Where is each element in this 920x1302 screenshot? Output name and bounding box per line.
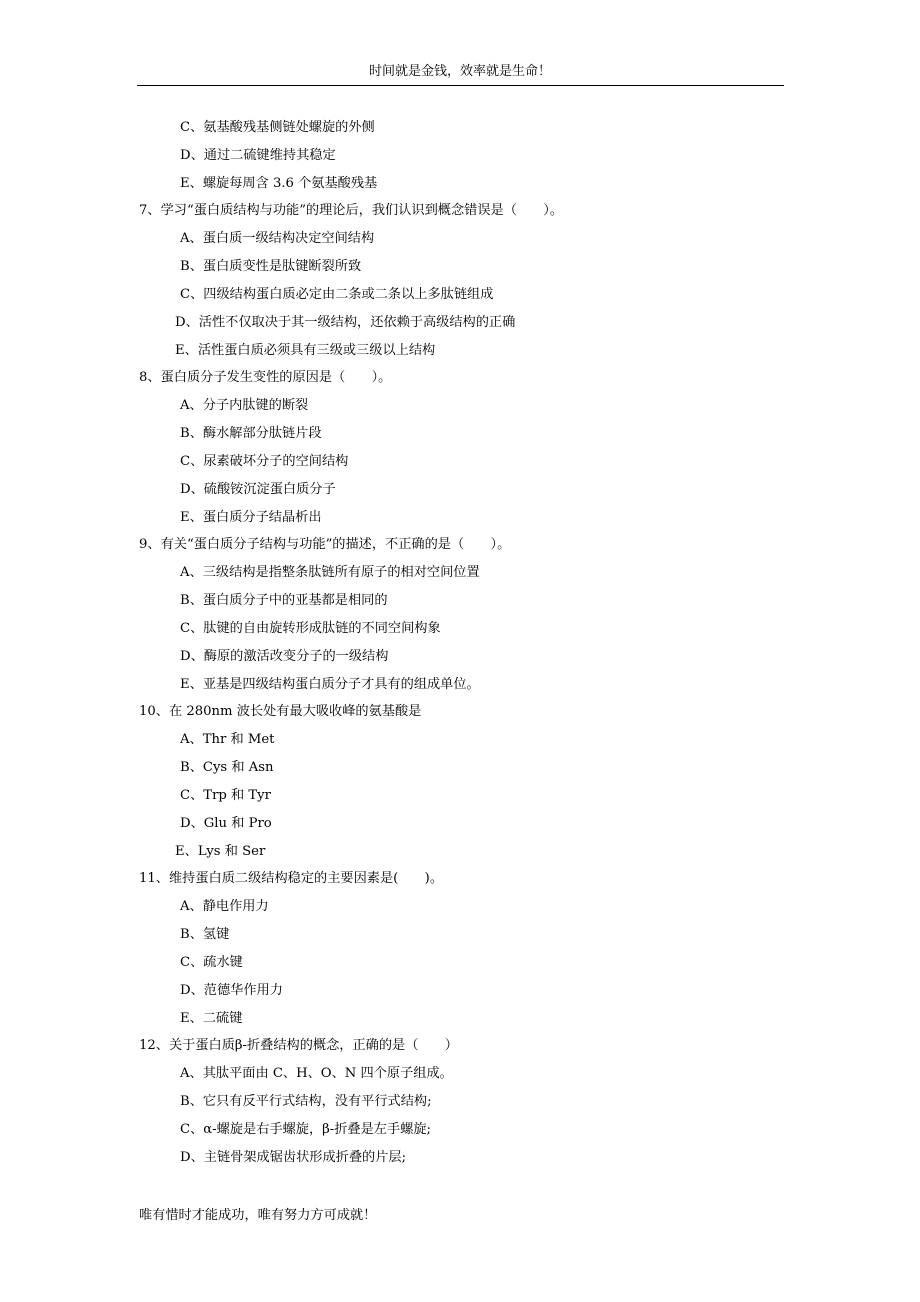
option-line: C、肽键的自由旋转形成肽链的不同空间构象 xyxy=(180,620,441,636)
option-line: E、蛋白质分子结晶析出 xyxy=(180,509,322,525)
option-line: D、活性不仅取决于其一级结构，还依赖于高级结构的正确 xyxy=(175,314,516,330)
option-line: E、活性蛋白质必须具有三级或三级以上结构 xyxy=(175,342,436,358)
option-line: C、尿素破坏分子的空间结构 xyxy=(180,453,349,469)
question-line: 12、关于蛋白质β-折叠结构的概念，正确的是（ ） xyxy=(139,1038,458,1054)
option-line: B、它只有反平行式结构，没有平行式结构; xyxy=(180,1093,432,1109)
option-line: A、分子内肽键的断裂 xyxy=(180,398,309,414)
option-line: E、亚基是四级结构蛋白质分子才具有的组成单位。 xyxy=(180,676,480,692)
option-line: D、主链骨架成锯齿状形成折叠的片层; xyxy=(180,1149,407,1165)
option-line: B、Cys 和 Asn xyxy=(180,760,274,776)
option-line: C、氨基酸残基侧链处螺旋的外侧 xyxy=(180,120,375,135)
option-line: B、酶水解部分肽链片段 xyxy=(180,426,322,442)
option-line: A、三级结构是指整条肽链所有原子的相对空间位置 xyxy=(180,565,480,581)
option-line: A、静电作用力 xyxy=(180,899,269,915)
option-line: E、Lys 和 Ser xyxy=(175,843,266,859)
option-line: B、蛋白质变性是肽键断裂所致 xyxy=(180,259,362,275)
option-line: D、范德华作用力 xyxy=(180,982,283,998)
option-line: C、Trp 和 Tyr xyxy=(180,787,271,803)
question-line: 8、蛋白质分子发生变性的原因是（ ）。 xyxy=(139,370,392,386)
option-line: D、Glu 和 Pro xyxy=(180,815,272,831)
option-line: D、酶原的激活改变分子的一级结构 xyxy=(180,648,389,664)
question-content xyxy=(0,114,920,1171)
option-line: C、四级结构蛋白质必定由二条或二条以上多肽链组成 xyxy=(180,286,494,302)
question-line: 7、学习“蛋白质结构与功能”的理论后，我们认识到概念错误是（ ）。 xyxy=(139,203,564,219)
option-line: E、螺旋每周含 3.6 个氨基酸残基 xyxy=(180,175,378,191)
option-line: C、疏水键 xyxy=(180,954,243,970)
option-line: B、蛋白质分子中的亚基都是相同的 xyxy=(180,593,388,609)
page-header: 时间就是金钱，效率就是生命！ xyxy=(368,64,551,79)
option-line: C、α-螺旋是右手螺旋，β-折叠是左手螺旋; xyxy=(180,1121,431,1137)
option-line: A、蛋白质一级结构决定空间结构 xyxy=(180,231,375,247)
question-line: 10、在 280nm 波长处有最大吸收峰的氨基酸是 xyxy=(139,704,422,720)
option-line: B、氢键 xyxy=(180,927,230,943)
question-line: 11、维持蛋白质二级结构稳定的主要因素是( )。 xyxy=(139,871,444,887)
option-line: A、Thr 和 Met xyxy=(180,732,275,748)
header-divider xyxy=(137,85,784,86)
option-line: A、其肽平面由 C、H、O、N 四个原子组成。 xyxy=(180,1066,453,1082)
option-line: E、二硫键 xyxy=(180,1010,243,1026)
option-line: D、硫酸铵沉淀蛋白质分子 xyxy=(180,481,336,497)
question-line: 9、有关“蛋白质分子结构与功能”的描述，不正确的是（ ）。 xyxy=(139,537,511,553)
page-footer: 唯有惜时才能成功，唯有努力方可成就！ xyxy=(139,1208,377,1223)
option-line: D、通过二硫键维持其稳定 xyxy=(180,147,336,163)
